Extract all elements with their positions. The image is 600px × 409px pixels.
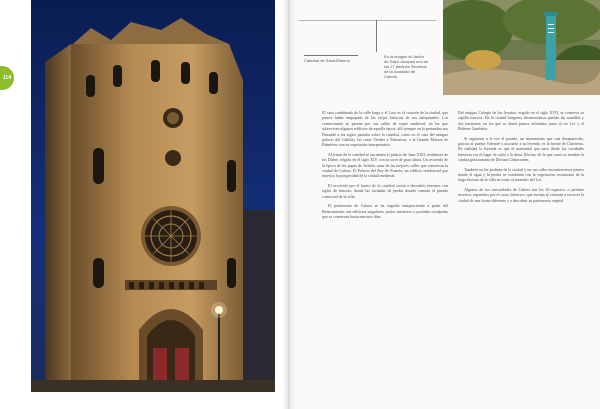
caption-top-rule [298, 20, 436, 21]
paragraph: Si seguimos a la vez el pasado, un monumento que casi desaparecido, gracias al puente Valentré y asociado a su leyenda, es la fuente de Chartreux. En realidad la leyenda es que el manantial que nace desde las cavidades kársticas era el lugar de culto a la diosa Divona, de la que tomó su nombre la ciudad galorromana de Divona Cadurcorum. [458, 135, 584, 163]
page-number: 114 [2, 75, 11, 81]
caption-cathedral: Catedral de Saint-Étienne. [304, 58, 351, 63]
cathedral-photo [31, 0, 275, 392]
paragraph: El patrimonio de Cahors se ha seguido enriqueciendo a partir del Renacimiento con edificios singulares, patios interiores y portadas esculpidas que se conservan hasta nuestros días. [322, 203, 448, 219]
text-column-1 [322, 110, 448, 223]
text-column-2 [458, 110, 584, 207]
page-gutter-shadow [282, 0, 296, 409]
paragraph: También en las jardines de la ciudad y en sus calles encontraremos paseos donde el agua y la piedra se combinan con la vegetación, testimonio de la larga historia de la villa en torno al meandro del Lot. [458, 166, 584, 183]
paragraph: Del antiguo Colegio de los Jesuitas, erigido en el siglo XVII, se conserva su capilla barroca. De la ciudad burguesa decimonónica quedan las murallas y dos bastiones, en los que se abren paseos arbolados junto al río Lot y el Bulevar Gambetta. [458, 110, 584, 132]
caption-rule-left [304, 55, 358, 56]
garden-photo [443, 0, 600, 95]
paragraph: El recorrido por el barrio de la catedral invita a descubrir rincones con siglos de historia, donde las fachadas de piedra dorada cuentan el pasado comercial de la villa. [322, 182, 448, 199]
paragraph: Algunos de los curiosidades de Cahors son los 26 espacios, o jardines secretos, repartidos por el casco histórico, que invitan al visitante a recorrer la ciudad de una forma diferente y a descubrir su patrimonio vegetal. [458, 186, 584, 203]
paragraph: Al frente de la catedral se encuentra el palacio de Juan XXII, residencia de los Duèze, erigido en el siglo XIV, con su torre de gran altura. Un recuerdo de la época de los papas de Aviñón, unas de las mejores calles que conservan la ciudad de Cahors. El Palacio del Rey de Francia, un edificio residencial que muestra la prosperidad de la ciudad medieval. [322, 151, 448, 179]
caption-rule-vertical [376, 20, 377, 52]
caption-garden: En la imagen el Jardín de Saint-Jacques uno de los 27 jardines Secretos de la localidad de Cahors. [384, 54, 429, 79]
paragraph: El caso combinado de la calle larga y el Loto es el corazón de la ciudad, que parece haber empapado de las viejas historias de sus antepasados. Los comerciantes se pasean por sus calles de toque medieval, en las que sobreviven algunos edificios de aquella época, allí siempre en la penumbra sus Durandó a los siglos pasados sobre la catedral, como en el caso del antiguo palacio del Cabildo, las casas Verdier y Palmeiras, o la Grande Maison de Palmières con su exposición interpretativa. [322, 110, 448, 148]
